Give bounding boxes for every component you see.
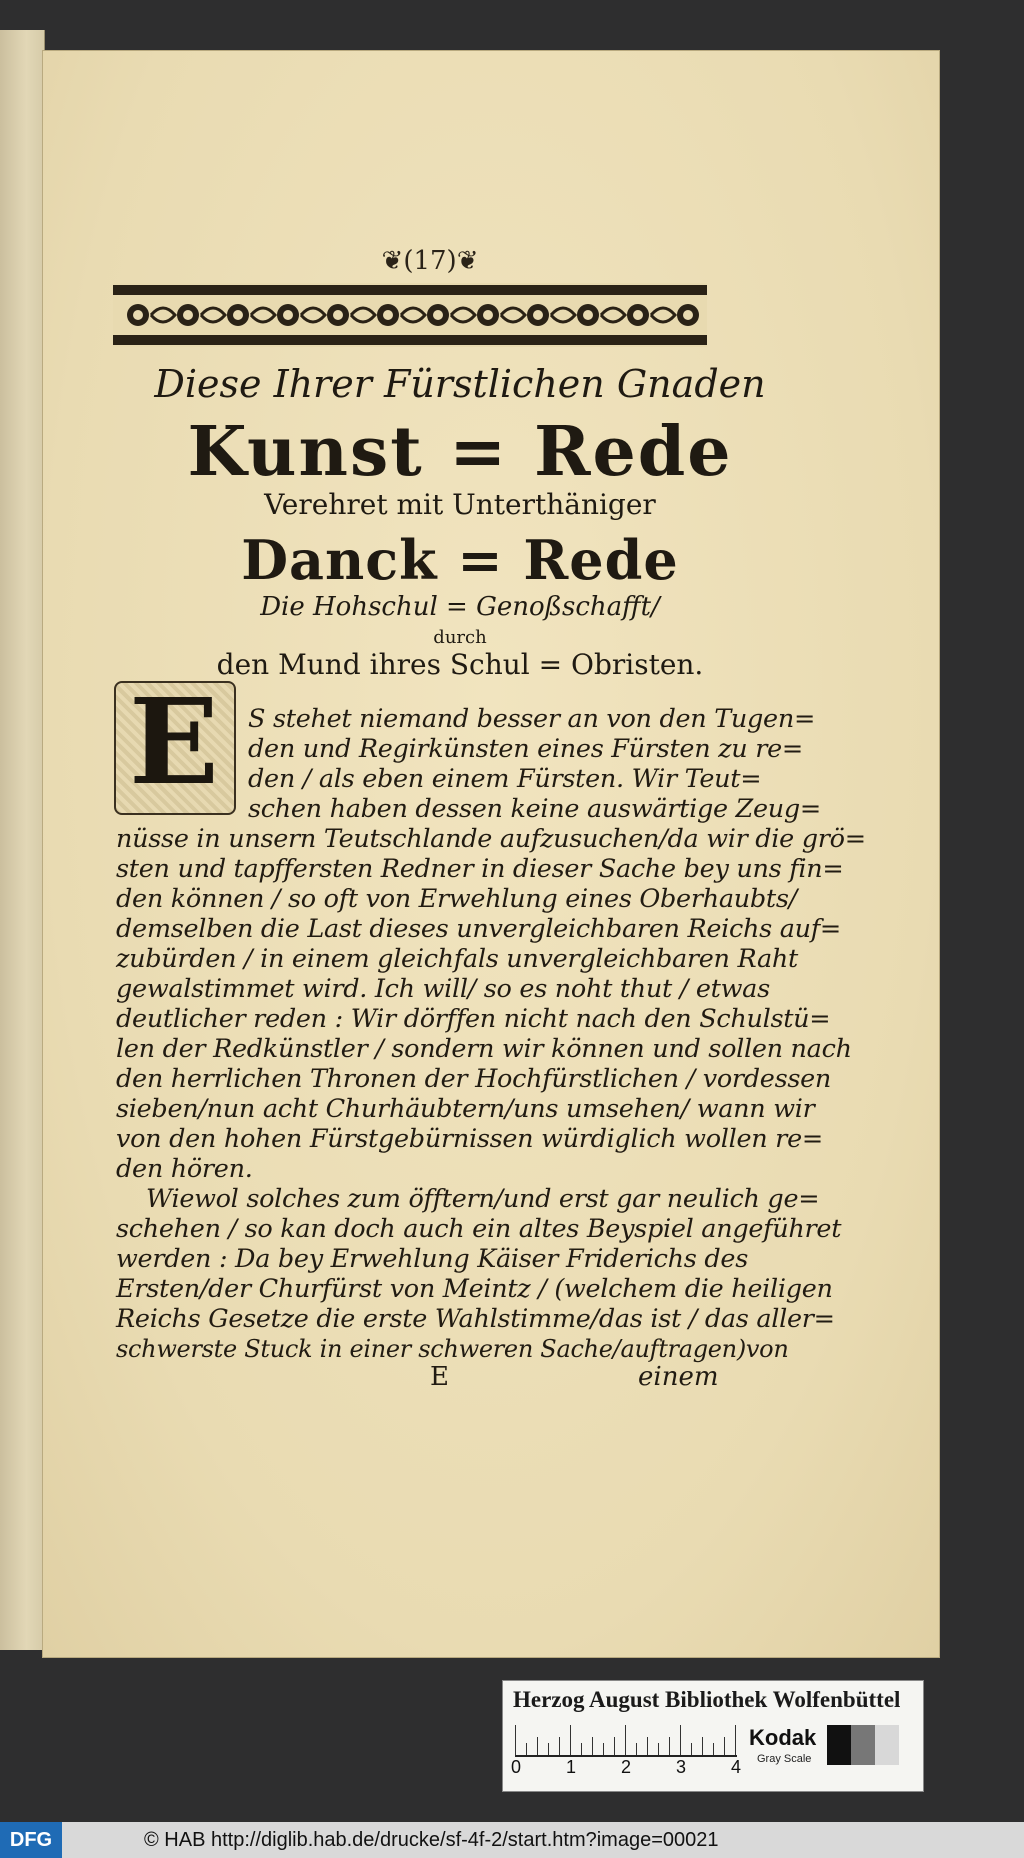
page-number-text: (17) [403, 246, 457, 276]
kodak-subtitle: Gray Scale [757, 1753, 812, 1765]
body-line: Reichs Gesetze die erste Wahlstimme/das ist / das aller= [116, 1304, 835, 1334]
body-line: Ersten/der Churfürst von Meintz / (welchem die heiligen [116, 1274, 833, 1304]
body-line: nüsse in unsern Teutschlande aufzusuchen/da wir die grö= [116, 824, 866, 854]
body-line: sieben/nun acht Churhäubtern/uns umsehen/ wann wir [116, 1094, 815, 1124]
ruler-scale [515, 1725, 737, 1757]
body-line: werden : Da bey Erwehlung Käiser Friderichs des [116, 1244, 748, 1274]
body-line: sten und tapffersten Redner in dieser Sache bey uns fin= [116, 854, 844, 884]
body-line: zubürden / in einem gleichfals unvergleichbaren Raht [116, 944, 798, 974]
title-line-7: den Mund ihres Schul = Obristen. [216, 648, 704, 681]
ornamental-border [113, 283, 707, 347]
body-line: von den hohen Fürstgebürnissen würdiglich wollen re= [116, 1124, 823, 1154]
body-line: den hören. [116, 1154, 253, 1184]
body-line: den / als eben einem Fürsten. Wir Teut= [248, 764, 762, 794]
body-line: schwerste Stuck in einer schweren Sache/auftragen)von [116, 1335, 789, 1363]
library-color-card [502, 1680, 924, 1792]
gray-swatch-black [827, 1725, 851, 1765]
ruler-number: 3 [676, 1757, 687, 1777]
title-line-5: Die Hohschul = Genoßschafft/ [260, 592, 660, 622]
page-number [360, 246, 500, 276]
body-line: den können / so oft von Erwehlung eines Oberhaubts/ [116, 884, 797, 914]
catchword: einem [638, 1362, 719, 1392]
title-line-3: Verehret mit Unterthäniger [264, 488, 656, 521]
dfg-logo: DFG [0, 1822, 62, 1858]
gray-swatch-light [875, 1725, 899, 1765]
ruler-number: 2 [621, 1757, 632, 1777]
body-line: deutlicher reden : Wir dörffen nicht nach den Schulstü= [116, 1004, 831, 1034]
signature-mark: E [430, 1362, 449, 1392]
drop-cap-initial: E [129, 672, 219, 811]
title-line-6: durch [433, 627, 487, 648]
title-line-2: Kunst = Rede [187, 412, 733, 492]
gray-swatch-mid [851, 1725, 875, 1765]
body-line: len der Redkünstler / sondern wir können und sollen nach [116, 1034, 852, 1064]
body-line: den und Regirkünsten eines Fürsten zu re= [248, 734, 803, 764]
body-line: Wiewol solches zum öfftern/und erst gar neulich ge= [146, 1184, 820, 1214]
ruler-number: 0 [511, 1757, 522, 1777]
ruler-number: 1 [566, 1757, 577, 1777]
adjacent-page-edge [0, 30, 45, 1650]
body-line: S stehet niemand besser an von den Tugen= [248, 704, 816, 734]
body-line: den herrlichen Thronen der Hochfürstlichen / vordessen [116, 1064, 832, 1094]
library-name: Herzog August Bibliothek Wolfenbüttel [513, 1687, 901, 1712]
page-number-ornament-left: ❦ [381, 246, 404, 276]
ruler-number: 4 [731, 1757, 742, 1777]
body-line: schehen / so kan doch auch ein altes Beyspiel angeführet [116, 1214, 842, 1244]
title-line-4: Danck = Rede [241, 528, 679, 592]
body-line: demselben die Last dieses unvergleichbaren Reichs auf= [116, 914, 841, 944]
title-line-1: Diese Ihrer Fürstlichen Gnaden [154, 362, 766, 406]
copyright-link[interactable]: © HAB http://diglib.hab.de/drucke/sf-4f-2/start.htm?image=00021 [144, 1829, 719, 1851]
body-line: schen haben dessen keine auswärtige Zeug= [248, 794, 821, 824]
page-number-ornament-right: ❦ [456, 246, 479, 276]
body-line: gewalstimmet wird. Ich will/ so es noht thut / etwas [116, 974, 770, 1004]
kodak-brand: Kodak [749, 1725, 817, 1750]
